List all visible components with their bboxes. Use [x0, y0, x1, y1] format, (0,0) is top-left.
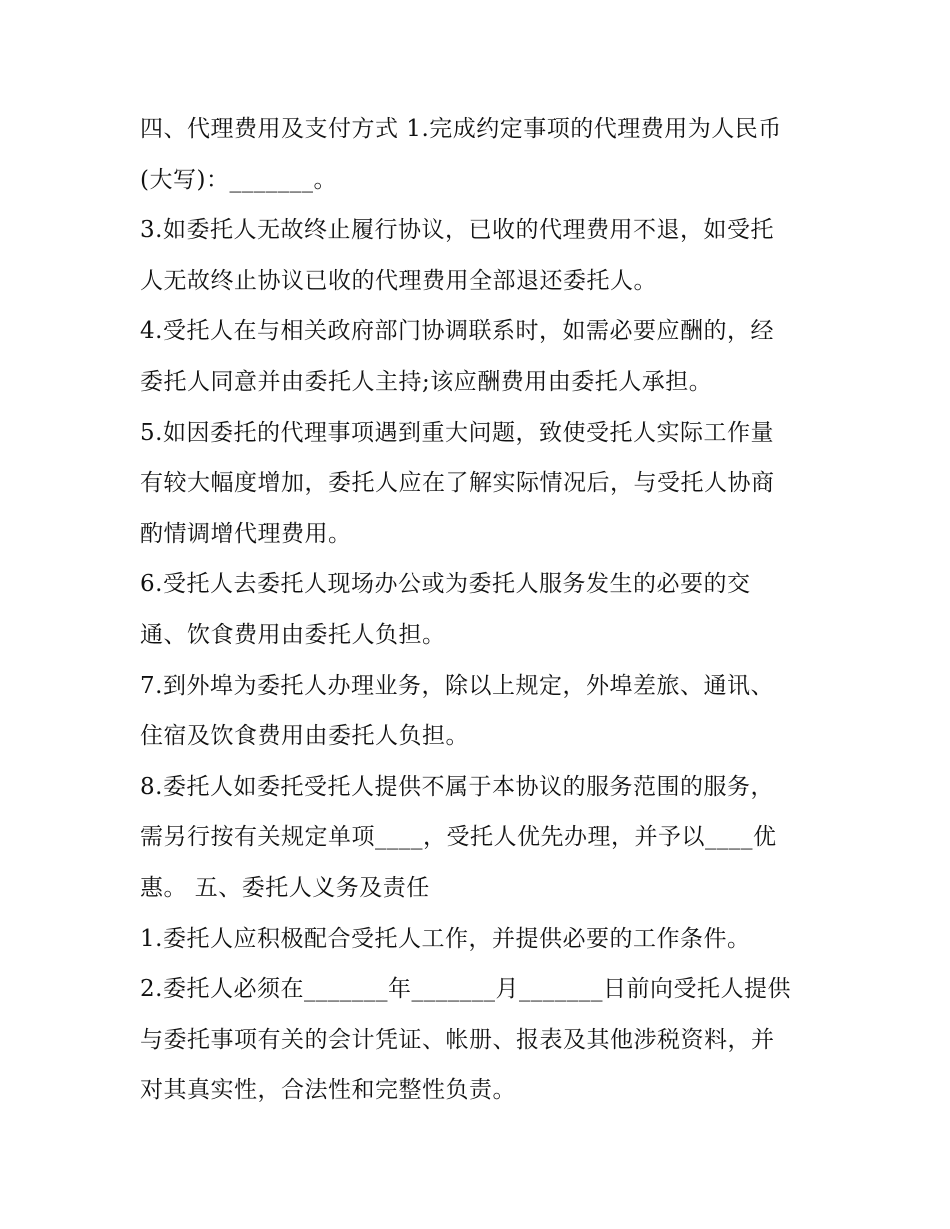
text-line: 需另行按有关规定单项____，受托人优先办理，并予以____优	[140, 824, 777, 851]
text-line: 四、代理费用及支付方式 1.完成约定事项的代理费用为人民币	[140, 116, 782, 142]
text-line: (大写)：_______。	[140, 166, 337, 193]
text-line: 对其真实性，合法性和完整性负责。	[140, 1077, 516, 1104]
text-line: 8.委托人如委托受托人提供不属于本协议的服务范围的服务，	[140, 773, 774, 800]
document-body	[140, 104, 830, 1116]
text-line: 委托人同意并由委托人主持;该应酬费用由委托人承担。	[140, 368, 713, 395]
text-line: 惠。 五、委托人义务及责任	[140, 874, 430, 901]
text-line: 6.受托人去委托人现场办公或为委托人服务发生的必要的交	[140, 571, 751, 598]
text-line: 4.受托人在与相关政府部门协调联系时，如需必要应酬的，经	[140, 318, 774, 345]
text-line: 有较大幅度增加，委托人应在了解实际情况后，与受托人协商	[140, 470, 775, 497]
text-line: 通、饮食费用由委托人负担。	[140, 621, 446, 648]
text-line: 与委托事项有关的会计凭证、帐册、报表及其他涉税资料，并	[140, 1026, 775, 1053]
text-line: 酌情调增代理费用。	[140, 520, 352, 547]
text-line: 1.委托人应积极配合受托人工作，并提供必要的工作条件。	[140, 925, 751, 952]
text-line: 3.如委托人无故终止履行协议，已收的代理费用不退，如受托	[140, 217, 774, 244]
text-line: 住宿及饮食费用由委托人负担。	[140, 723, 469, 750]
text-line: 2.委托人必须在_______年_______月_______日前向受托人提供	[140, 976, 791, 1003]
text-line: 7.到外埠为委托人办理业务，除以上规定，外埠差旅、通讯、	[140, 672, 774, 699]
text-line: 人无故终止协议已收的代理费用全部退还委托人。	[140, 267, 657, 294]
text-line: 5.如因委托的代理事项遇到重大问题，致使受托人实际工作量	[140, 419, 774, 446]
